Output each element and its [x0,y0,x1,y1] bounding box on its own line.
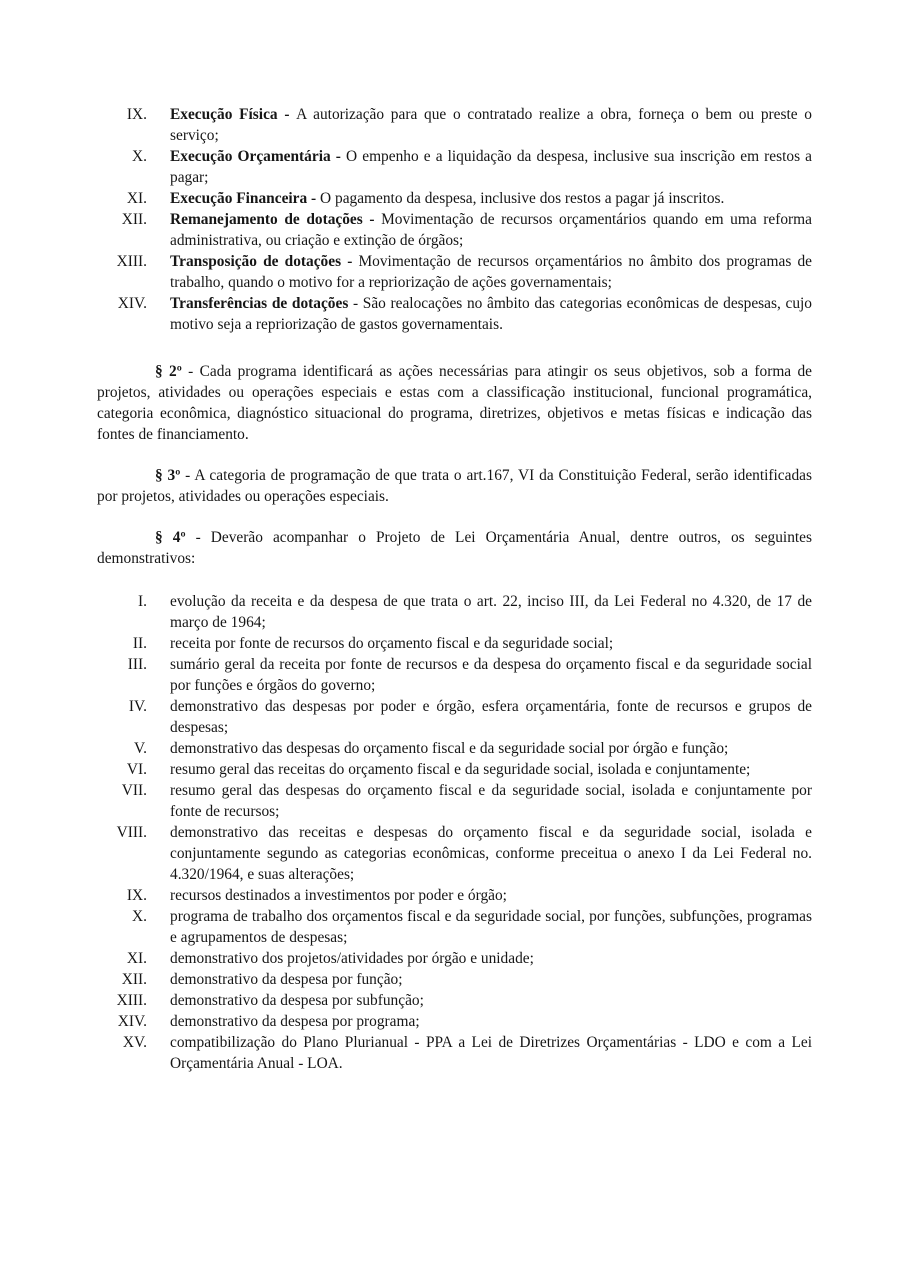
item-roman-numeral: XV. [122,1034,147,1051]
item-body: Movimentação de recursos orçamentários no âmbito dos programas de trabalho, quando o motivo for a repriorização de ações governamentais; [170,253,812,291]
item-bold-lead: Transferências de dotações [170,295,349,312]
item-text [170,885,812,906]
list-item [97,188,812,209]
item-body: O pagamento da despesa, inclusive dos restos a pagar já inscritos. [320,190,725,207]
demonstratives-list [97,591,812,1074]
paragraph-3 [97,465,812,507]
item-roman-numeral: III. [127,656,147,673]
item-body: demonstrativo da despesa por subfunção; [170,992,424,1009]
item-roman-numeral: V. [134,740,147,757]
list-item [97,696,812,738]
item-text [170,209,812,251]
item-roman-numeral: XIV. [117,1013,147,1030]
item-text [170,696,812,738]
item-roman-numeral: XIII. [116,992,147,1009]
item-text [170,738,812,759]
list-item [97,780,812,822]
list-item [97,1011,812,1032]
item-body: receita por fonte de recursos do orçamento fiscal e da seguridade social; [170,635,614,652]
item-bold-lead: Execução Orçamentária - [170,148,347,165]
item-body: demonstrativo das despesas por poder e órgão, esfera orçamentária, fonte de recursos e grupos de despesas; [170,698,812,736]
item-body: resumo geral das despesas do orçamento fiscal e da seguridade social, isolada e conjuntamente por fonte de recursos; [170,782,812,820]
item-text [170,990,812,1011]
paragraph-4-text: - Deverão acompanhar o Projeto de Lei Orçamentária Anual, dentre outros, os seguintes demonstrativos: [97,529,812,567]
list-item [97,969,812,990]
item-bold-lead: Execução Financeira - [170,190,321,207]
list-item [97,822,812,885]
item-roman-numeral: IX. [126,106,147,123]
item-roman-numeral: XII. [121,971,147,988]
item-body: compatibilização do Plano Plurianual - PPA a Lei de Diretrizes Orçamentárias - LDO e com a Lei Orçamentária Anual - LOA. [170,1034,812,1072]
item-text [170,104,812,146]
item-roman-numeral: IV. [128,698,147,715]
item-body: demonstrativo dos projetos/atividades por órgão e unidade; [170,950,534,967]
list-item [97,1032,812,1074]
item-bold-lead: Remanejamento de dotações - [170,211,382,228]
item-text [170,948,812,969]
item-roman-numeral: XII. [121,211,147,228]
item-text [170,1032,812,1074]
item-roman-numeral: XI. [126,950,147,967]
list-item [97,948,812,969]
item-text [170,251,812,293]
item-text [170,146,812,188]
item-text [170,293,812,335]
item-body: demonstrativo da despesa por função; [170,971,403,988]
paragraph-2-text: - Cada programa identificará as ações necessárias para atingir os seus objetivos, sob a forma de projetos, atividades ou operações especiais e estas com a classificação institucional, funcional programática, categoria econômica, diagnóstico situacional do programa, diretrizes, objetivos e metas físicas e indicação das fontes de financiamento. [97,363,812,443]
item-text [170,188,812,209]
item-body: demonstrativo das receitas e despesas do orçamento fiscal e da seguridade social, isolada e conjuntamente segundo as categorias econômicas, conforme preceitua o anexo I da Lei Federal no. 4.320/1964, e suas alterações; [170,824,812,883]
paragraph-2 [97,361,812,445]
list-item [97,654,812,696]
item-roman-numeral: IX. [126,887,147,904]
paragraph-3-text: - A categoria de programação de que trata o art.167, VI da Constituição Federal, serão identificadas por projetos, atividades ou operações especiais. [97,467,812,505]
item-text [170,591,812,633]
item-body: resumo geral das receitas do orçamento fiscal e da seguridade social, isolada e conjuntamente; [170,761,751,778]
list-item [97,990,812,1011]
item-roman-numeral: XIII. [116,253,147,270]
list-item [97,591,812,633]
item-roman-numeral: X. [132,908,147,925]
item-text [170,633,812,654]
paragraph-4 [97,527,812,569]
item-bold-lead: Execução Física - [170,106,297,123]
list-item [97,906,812,948]
list-item [97,885,812,906]
paragraph-2-lead: § 2º [155,363,182,380]
item-text [170,780,812,822]
item-roman-numeral: XI. [126,190,147,207]
paragraph-4-lead: § 4º [155,529,186,546]
list-item [97,251,812,293]
list-item [97,146,812,188]
list-item [97,104,812,146]
item-body: sumário geral da receita por fonte de recursos e da despesa do orçamento fiscal e da seguridade social por funções e órgãos do governo; [170,656,812,694]
item-body: O empenho e a liquidação da despesa, inclusive sua inscrição em restos a pagar; [170,148,812,186]
item-body: Movimentação de recursos orçamentários quando em uma reforma administrativa, ou criação e extinção de órgãos; [170,211,812,249]
item-body: evolução da receita e da despesa de que trata o art. 22, inciso III, da Lei Federal no 4.320, de 17 de março de 1964; [170,593,812,631]
item-body: - São realocações no âmbito das categorias econômicas de despesas, cujo motivo seja a repriorização de gastos governamentais. [170,295,812,333]
item-text [170,759,812,780]
item-text [170,906,812,948]
item-roman-numeral: II. [132,635,147,652]
item-text [170,1011,812,1032]
item-bold-lead: Transposição de dotações - [170,253,359,270]
item-body: demonstrativo das despesas do orçamento fiscal e da seguridade social por órgão e função; [170,740,729,757]
paragraph-3-lead: § 3º [155,467,181,484]
item-roman-numeral: VI. [126,761,147,778]
item-text [170,822,812,885]
item-roman-numeral: VII. [121,782,147,799]
item-body: recursos destinados a investimentos por poder e órgão; [170,887,507,904]
item-roman-numeral: X. [132,148,147,165]
list-item [97,759,812,780]
list-item [97,293,812,335]
item-text [170,969,812,990]
list-item [97,633,812,654]
list-item [97,209,812,251]
item-body: demonstrativo da despesa por programa; [170,1013,420,1030]
definitions-list [97,104,812,335]
item-roman-numeral: XIV. [117,295,147,312]
item-roman-numeral: I. [138,593,147,610]
item-body: A autorização para que o contratado realize a obra, forneça o bem ou preste o serviço; [170,106,813,144]
item-body: programa de trabalho dos orçamentos fiscal e da seguridade social, por funções, subfunções, programas e agrupamentos de despesas; [170,908,812,946]
list-item [97,738,812,759]
item-text [170,654,812,696]
item-roman-numeral: VIII. [116,824,147,841]
